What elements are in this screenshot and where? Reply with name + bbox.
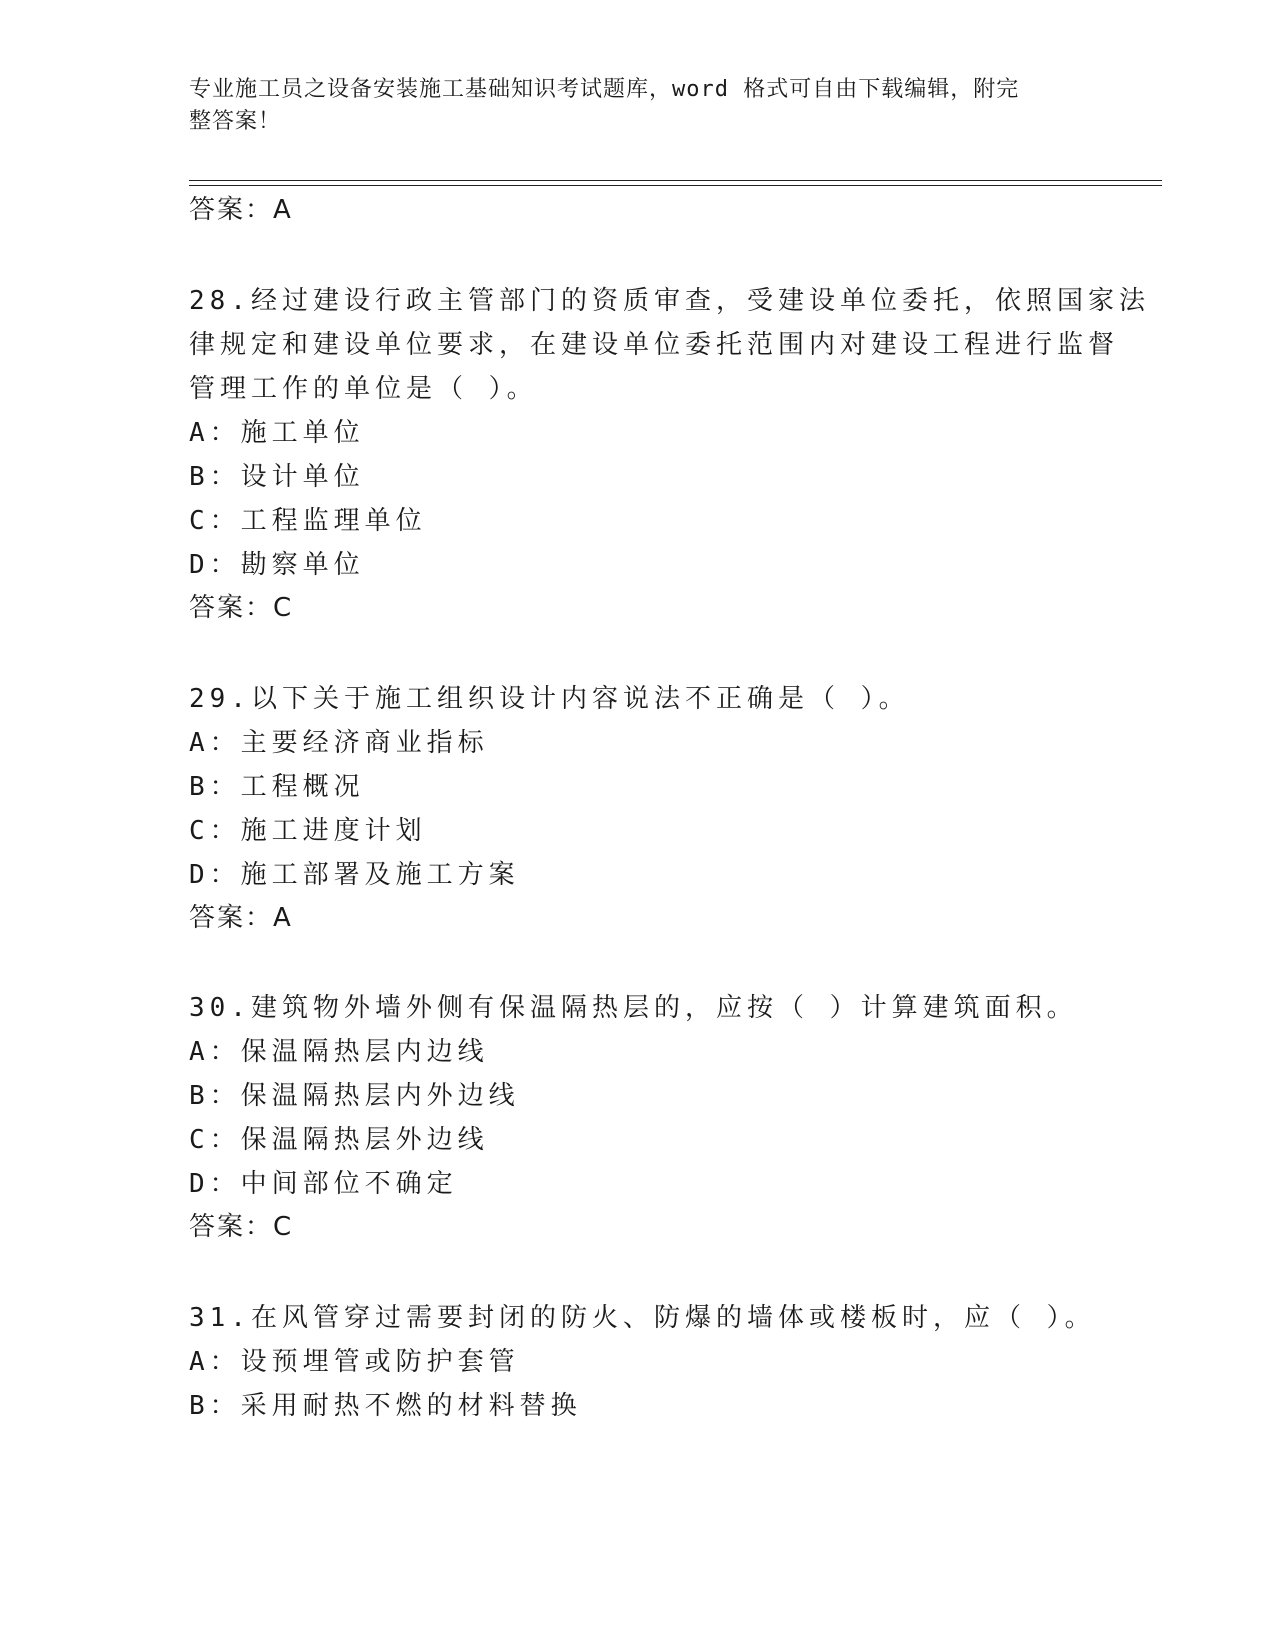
question-29-option-a: A：主要经济商业指标 [189,728,489,758]
question-30-answer: 答案：C [189,1212,294,1242]
question-28-stem-line-3: 管理工作的单位是（ ）。 [189,374,538,404]
question-28-answer: 答案：C [189,593,294,623]
question-29-option-c: C：施工进度计划 [189,816,427,846]
question-31-option-b: B：采用耐热不燃的材料替换 [189,1391,582,1421]
question-29-answer: 答案：A [189,903,293,933]
header-divider-bottom [189,185,1162,186]
question-30-option-d: D：中间部位不确定 [189,1169,458,1199]
question-29-stem: 29.以下关于施工组织设计内容说法不正确是（ ）。 [189,684,910,714]
answer-previous: 答案：A [189,195,293,225]
question-31-option-a: A：设预埋管或防护套管 [189,1347,520,1377]
question-30-option-b: B：保温隔热层内外边线 [189,1081,520,1111]
question-28-option-d: D：勘察单位 [189,550,365,580]
question-28-option-a: A：施工单位 [189,418,365,448]
question-28-stem-line-2: 律规定和建设单位要求，在建设单位委托范围内对建设工程进行监督 [189,330,1120,360]
question-28-stem-line-1: 28.经过建设行政主管部门的资质审查，受建设单位委托，依照国家法 [189,286,1150,316]
header-line-2: 整答案！ [189,109,282,134]
header-line-1: 专业施工员之设备安装施工基础知识考试题库，word 格式可自由下载编辑，附完 [189,77,1020,102]
document-header [189,74,1069,138]
question-28-option-c: C：工程监理单位 [189,506,427,536]
header-divider-top [189,180,1162,181]
question-30-stem: 30.建筑物外墙外侧有保温隔热层的，应按（ ）计算建筑面积。 [189,993,1078,1023]
question-29-option-b: B：工程概况 [189,772,365,802]
question-30-option-c: C：保温隔热层外边线 [189,1125,489,1155]
question-30-option-a: A：保温隔热层内边线 [189,1037,489,1067]
question-28-option-b: B：设计单位 [189,462,365,492]
question-29-option-d: D：施工部署及施工方案 [189,860,520,890]
question-31-stem: 31.在风管穿过需要封闭的防火、防爆的墙体或楼板时，应（ ）。 [189,1303,1096,1333]
